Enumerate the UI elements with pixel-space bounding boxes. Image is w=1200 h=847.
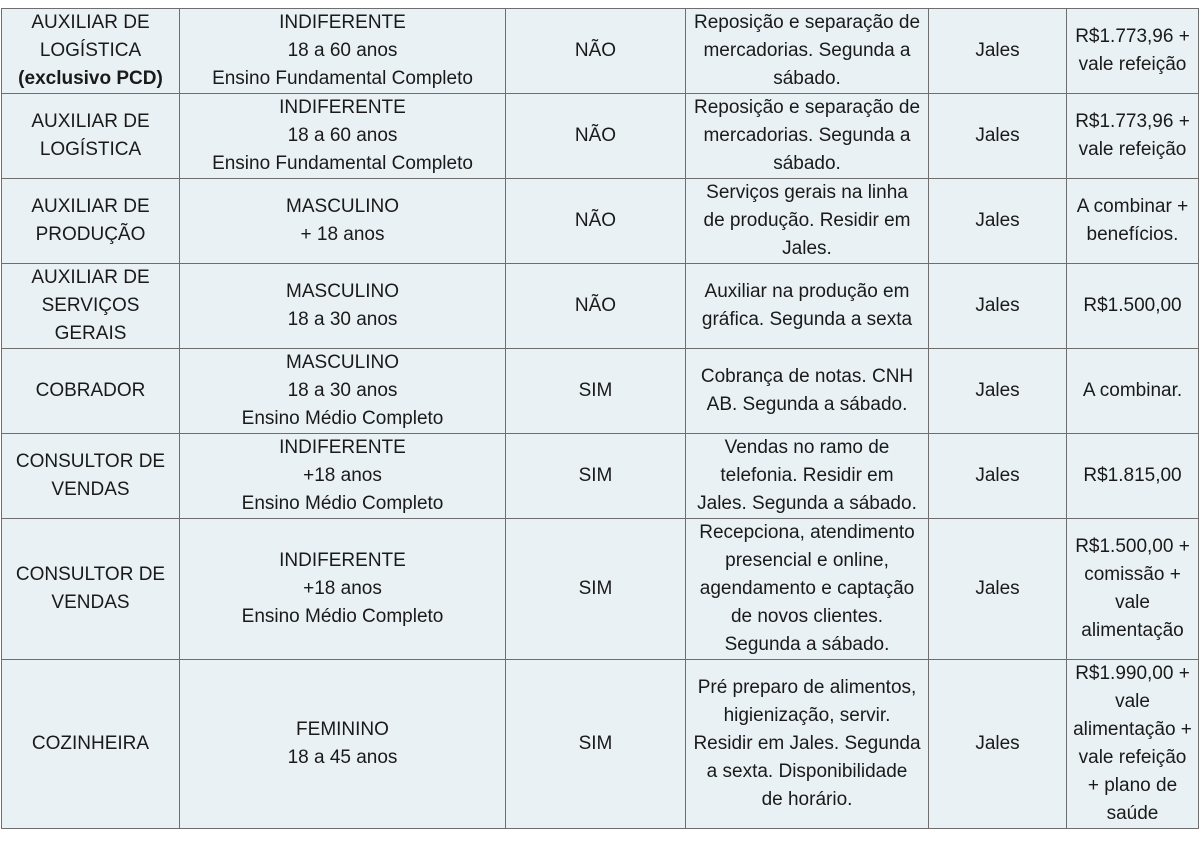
salary-cell: R$1.815,00 <box>1067 434 1199 519</box>
candidate-profile-cell: INDIFERENTE 18 a 60 anos Ensino Fundamental Completo <box>180 94 506 179</box>
job-description-cell: Pré preparo de alimentos, higienização, servir. Residir em Jales. Segunda a sexta. Disponibilidade de horário. <box>686 660 929 829</box>
job-title-line: LOGÍSTICA <box>39 139 142 160</box>
job-description-cell: Cobrança de notas. CNH AB. Segunda a sábado. <box>686 349 929 434</box>
job-title-cell <box>2 9 180 94</box>
license-required-cell: SIM <box>506 434 686 519</box>
job-description-cell: Reposição e separação de mercadorias. Segunda a sábado. <box>686 94 929 179</box>
salary-cell: A combinar + benefícios. <box>1067 179 1199 264</box>
candidate-profile-cell: INDIFERENTE +18 anos Ensino Médio Completo <box>180 434 506 519</box>
city-cell: Jales <box>929 349 1067 434</box>
license-required-cell: NÃO <box>506 264 686 349</box>
job-title-cell <box>2 519 180 660</box>
candidate-profile-cell: FEMININO 18 a 45 anos <box>180 660 506 829</box>
city-cell: Jales <box>929 434 1067 519</box>
job-description-cell: Auxiliar na produção em gráfica. Segunda a sexta <box>686 264 929 349</box>
job-description-cell: Serviços gerais na linha de produção. Residir em Jales. <box>686 179 929 264</box>
candidate-profile-cell: INDIFERENTE +18 anos Ensino Médio Completo <box>180 519 506 660</box>
job-title-line: VENDAS <box>51 479 130 500</box>
license-required-cell: NÃO <box>506 94 686 179</box>
candidate-profile-cell: INDIFERENTE 18 a 60 anos Ensino Fundamental Completo <box>180 9 506 94</box>
job-title-line: SERVIÇOS GERAIS <box>41 295 140 344</box>
job-title-line: PRODUÇÃO <box>35 224 146 245</box>
table-row <box>2 179 1199 264</box>
job-description-cell: Recepciona, atendimento presencial e online, agendamento e captação de novos clientes. Segunda a sábado. <box>686 519 929 660</box>
job-title-cell <box>2 349 180 434</box>
table-row <box>2 349 1199 434</box>
job-title-line: AUXILIAR DE <box>31 196 150 217</box>
job-title-note: (exclusivo PCD) <box>18 68 163 89</box>
job-title-cell <box>2 264 180 349</box>
job-title-line: COZINHEIRA <box>31 733 150 754</box>
salary-cell: R$1.990,00 + vale alimentação + vale refeição + plano de saúde <box>1067 660 1199 829</box>
table-row <box>2 519 1199 660</box>
city-cell: Jales <box>929 519 1067 660</box>
table-row <box>2 94 1199 179</box>
job-listings-table <box>1 8 1199 829</box>
license-required-cell: SIM <box>506 660 686 829</box>
job-title-cell <box>2 94 180 179</box>
job-title-line: AUXILIAR DE <box>31 12 150 33</box>
job-title-line: AUXILIAR DE <box>31 267 150 288</box>
salary-cell: R$1.773,96 + vale refeição <box>1067 9 1199 94</box>
salary-cell: R$1.500,00 + comissão + vale alimentação <box>1067 519 1199 660</box>
city-cell: Jales <box>929 94 1067 179</box>
salary-cell: R$1.500,00 <box>1067 264 1199 349</box>
job-title-line: VENDAS <box>51 592 130 613</box>
license-required-cell: SIM <box>506 349 686 434</box>
table-row <box>2 264 1199 349</box>
city-cell: Jales <box>929 179 1067 264</box>
candidate-profile-cell: MASCULINO + 18 anos <box>180 179 506 264</box>
license-required-cell: NÃO <box>506 9 686 94</box>
job-title-line: LOGÍSTICA <box>39 40 142 61</box>
job-title-cell <box>2 660 180 829</box>
job-title-cell <box>2 434 180 519</box>
salary-cell: R$1.773,96 + vale refeição <box>1067 94 1199 179</box>
job-description-cell: Reposição e separação de mercadorias. Segunda a sábado. <box>686 9 929 94</box>
job-title-line: CONSULTOR DE <box>15 564 166 585</box>
job-title-line: AUXILIAR DE <box>31 111 150 132</box>
job-title-line: CONSULTOR DE <box>15 451 166 472</box>
table-row <box>2 660 1199 829</box>
candidate-profile-cell: MASCULINO 18 a 30 anos <box>180 264 506 349</box>
city-cell: Jales <box>929 9 1067 94</box>
table-row <box>2 9 1199 94</box>
job-title-cell <box>2 179 180 264</box>
salary-cell: A combinar. <box>1067 349 1199 434</box>
job-title-line: COBRADOR <box>35 380 146 401</box>
license-required-cell: NÃO <box>506 179 686 264</box>
job-listings-body <box>2 9 1199 829</box>
table-row <box>2 434 1199 519</box>
city-cell: Jales <box>929 660 1067 829</box>
candidate-profile-cell: MASCULINO 18 a 30 anos Ensino Médio Completo <box>180 349 506 434</box>
job-description-cell: Vendas no ramo de telefonia. Residir em Jales. Segunda a sábado. <box>686 434 929 519</box>
city-cell: Jales <box>929 264 1067 349</box>
license-required-cell: SIM <box>506 519 686 660</box>
